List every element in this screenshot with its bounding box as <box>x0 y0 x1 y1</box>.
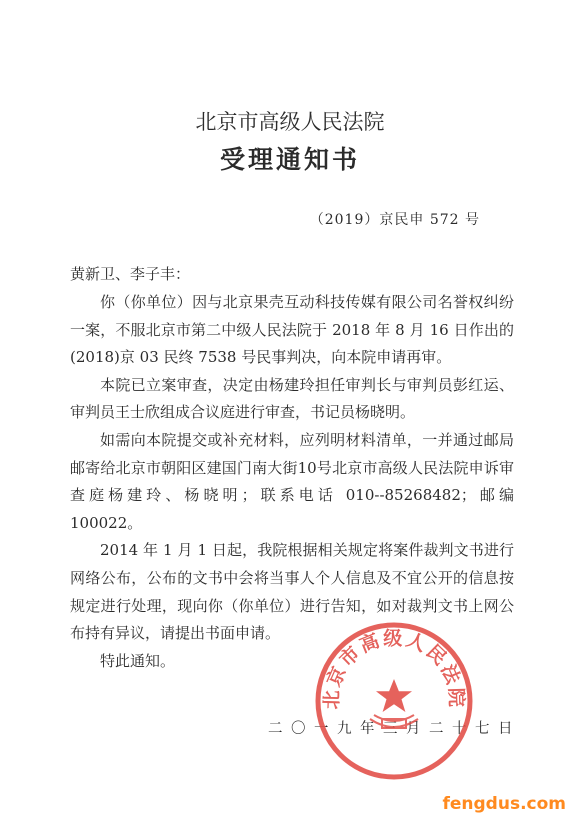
case-number: （2019）京民申 572 号 <box>309 212 480 228</box>
paragraph-panel: 本院已立案审查，决定由杨建玲担任审判长与审判员彭红运、审判员王士欣组成合议庭进行审查，书记员杨晓明。 <box>70 375 514 422</box>
court-seal <box>312 619 476 783</box>
seal-text: 北京市高级人民法院 <box>320 627 468 710</box>
notice-body <box>70 289 514 675</box>
addressee: 黄新卫、李子丰： <box>70 265 191 283</box>
paragraph-case-info: 你（你单位）因与北京果壳互动科技传媒有限公司名誉权纠纷一案，不服北京市第二中级人民法院于 2018 年 8 月 16 日作出的(2018)京 03 民终 7538 号民事判决，向本院申请再审。 <box>70 293 514 367</box>
issue-date: 二〇一九年三月二十七日 <box>268 721 521 737</box>
document-title: 受理通知书 <box>219 145 360 174</box>
paragraph-closing: 特此通知。 <box>100 651 176 670</box>
paragraph-publication: 2014 年 1 月 1 日起，我院根据相关规定将案件裁判文书进行网络公布，公布的文书中会将当事人个人信息及不宜公开的信息按规定进行处理，现向你（你单位）进行告知，如对裁判文书上网公布持有异议，请提出书面申请。 <box>70 541 514 643</box>
court-name: 北京市高级人民法院 <box>195 110 385 134</box>
paragraph-materials: 如需向本院提交或补充材料，应列明材料清单，一并通过邮局邮寄给北京市朝阳区建国门南大街10号北京市高级人民法院申诉审查庭杨建玲、杨晓明；联系电话 010--85268482；邮编 100022。 <box>70 430 514 532</box>
seal-star-icon <box>376 679 412 712</box>
source-watermark: fengdus.com <box>442 794 566 814</box>
national-emblem-icon <box>370 715 418 728</box>
